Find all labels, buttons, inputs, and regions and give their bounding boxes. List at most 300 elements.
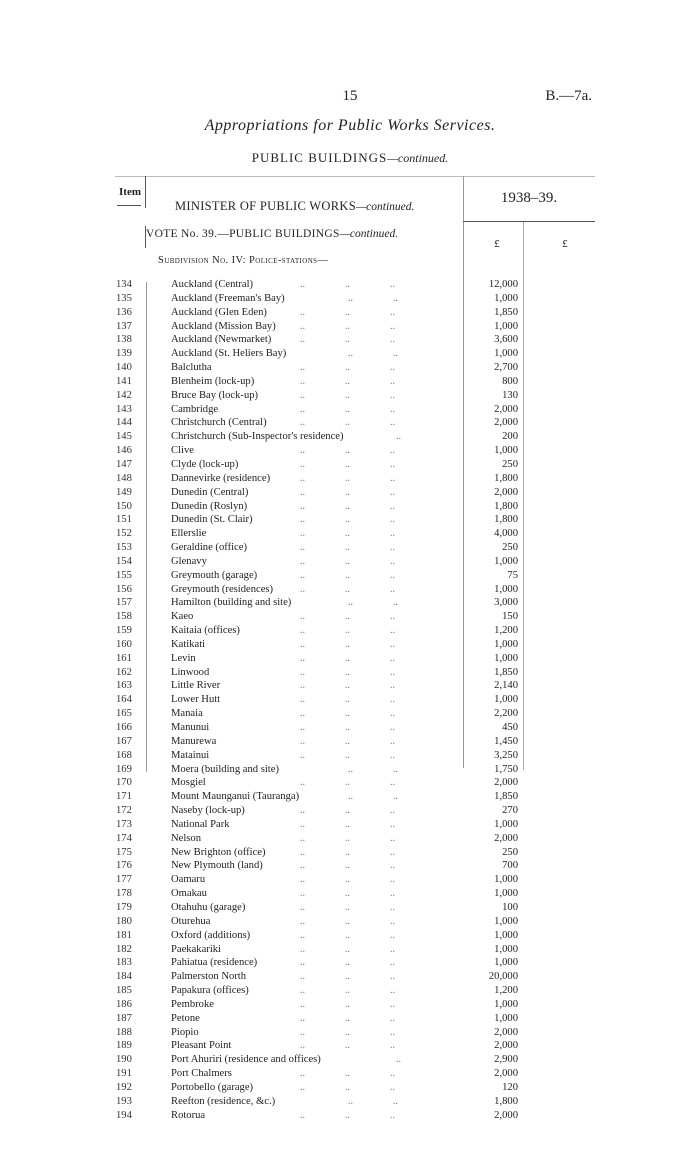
row-station-name: Clive	[171, 445, 194, 457]
ministry-main: MINISTER OF PUBLIC WORKS	[175, 199, 356, 213]
row-amount: 2,000	[494, 417, 518, 429]
row-item-number: 151	[116, 514, 132, 526]
leader-dots: .. .. ..	[300, 625, 395, 637]
leader-dots: .. .. ..	[300, 998, 395, 1010]
row-station-name: New Brighton (office)	[171, 846, 266, 858]
row-amount: 1,750	[494, 763, 518, 775]
table-row	[0, 1095, 700, 1109]
leader-dots: .. .. ..	[300, 1040, 395, 1052]
row-item-number: 168	[116, 749, 132, 761]
table-row	[0, 596, 700, 610]
row-station-name: Manaia	[171, 708, 203, 720]
row-station-name: Omakau	[171, 888, 207, 900]
row-amount: 1,000	[494, 445, 518, 457]
table-row	[0, 1081, 700, 1095]
leader-dots: .. .. ..	[300, 832, 395, 844]
table-row	[0, 1067, 700, 1081]
row-amount: 700	[502, 860, 518, 872]
table-row	[0, 804, 700, 818]
row-station-name: Reefton (residence, &c.)	[171, 1095, 276, 1107]
table-row	[0, 1026, 700, 1040]
row-item-number: 187	[116, 1012, 132, 1024]
row-amount: 120	[502, 1081, 518, 1093]
row-item-number: 185	[116, 985, 132, 997]
row-amount: 130	[502, 389, 518, 401]
table-row	[0, 278, 700, 292]
row-amount: 1,850	[494, 791, 518, 803]
row-item-number: 149	[116, 486, 132, 498]
row-item-number: 161	[116, 652, 132, 664]
row-amount: 1,800	[494, 500, 518, 512]
row-item-number: 135	[116, 292, 132, 304]
row-item-number: 194	[116, 1109, 132, 1121]
row-item-number: 158	[116, 611, 132, 623]
row-amount: 450	[502, 722, 518, 733]
row-amount: 1,000	[494, 638, 518, 650]
row-amount: 1,000	[494, 555, 518, 567]
row-amount: 1,800	[494, 472, 518, 484]
row-item-number: 153	[116, 542, 132, 554]
leader-dots: .. .. ..	[300, 943, 395, 955]
row-item-number: 175	[116, 846, 132, 858]
subtitle-continued: —continued.	[387, 151, 449, 165]
row-item-number: 189	[116, 1040, 132, 1052]
row-item-number: 174	[116, 832, 132, 844]
row-station-name: Lower Hutt	[171, 694, 221, 706]
row-item-number: 183	[116, 957, 132, 969]
row-item-number: 150	[116, 500, 132, 512]
page-reference: B.—7a.	[545, 88, 592, 104]
row-item-number: 138	[116, 334, 132, 346]
row-station-name: Manurewa	[171, 735, 217, 747]
table-row	[0, 790, 700, 804]
item-header-underline	[117, 205, 141, 206]
row-item-number: 177	[116, 874, 132, 886]
row-station-name: Palmerston North	[171, 971, 247, 983]
row-station-name: Dunedin (Roslyn)	[171, 500, 248, 512]
row-item-number: 146	[116, 445, 132, 457]
row-station-name: National Park	[171, 818, 230, 830]
table-row	[0, 306, 700, 320]
row-amount: 1,000	[494, 929, 518, 941]
row-amount: 1,200	[494, 625, 518, 637]
table-row	[0, 679, 700, 693]
leader-dots: .. .. ..	[300, 874, 395, 886]
row-station-name: Matainui	[171, 749, 210, 761]
appropriation-table-body	[0, 278, 700, 1122]
table-row	[0, 624, 700, 638]
subdivision-heading: Subdivision No. IV: Police-stations—	[158, 255, 329, 266]
row-amount: 2,000	[494, 486, 518, 498]
vote-main: VOTE No. 39.—PUBLIC BUILDINGS	[146, 228, 340, 240]
leader-dots: .. .. ..	[300, 583, 395, 595]
leader-dots: .. .. ..	[300, 528, 395, 540]
table-row	[0, 1109, 700, 1123]
leader-dots: .. .. ..	[300, 722, 395, 733]
table-row	[0, 541, 700, 555]
row-station-name: Ellerslie	[171, 528, 207, 540]
table-row	[0, 472, 700, 486]
row-station-name: Clyde (lock-up)	[171, 458, 239, 470]
leader-dots: .. ..	[348, 791, 398, 803]
leader-dots: .. .. ..	[300, 403, 395, 415]
row-station-name: Dannevirke (residence)	[171, 472, 271, 484]
row-item-number: 182	[116, 943, 132, 955]
leader-dots: .. .. ..	[300, 362, 395, 374]
table-row	[0, 943, 700, 957]
row-station-name: Papakura (offices)	[171, 985, 249, 997]
leader-dots: .. .. ..	[300, 417, 395, 429]
table-row	[0, 901, 700, 915]
row-item-number: 160	[116, 638, 132, 650]
leader-dots: ..	[396, 431, 401, 443]
row-amount: 250	[502, 542, 518, 554]
table-row	[0, 583, 700, 597]
row-station-name: Port Ahuriri (residence and offices)	[171, 1054, 321, 1066]
row-item-number: 186	[116, 998, 132, 1010]
leader-dots: .. .. ..	[300, 666, 395, 678]
row-station-name: Portobello (garage)	[171, 1081, 254, 1093]
row-item-number: 191	[116, 1068, 132, 1080]
table-row	[0, 1039, 700, 1053]
row-station-name: Nelson	[171, 832, 202, 844]
row-item-number: 171	[116, 791, 132, 803]
row-item-number: 155	[116, 569, 132, 581]
table-row	[0, 666, 700, 680]
leader-dots: .. ..	[348, 597, 398, 609]
row-station-name: Manunui	[171, 722, 210, 733]
table-row	[0, 763, 700, 777]
row-amount: 250	[502, 846, 518, 858]
leader-dots: .. .. ..	[300, 334, 395, 346]
row-amount: 1,800	[494, 514, 518, 526]
row-item-number: 156	[116, 583, 132, 595]
row-station-name: Hamilton (building and site)	[171, 597, 292, 609]
table-row	[0, 416, 700, 430]
row-station-name: Dunedin (St. Clair)	[171, 514, 253, 526]
table-row	[0, 638, 700, 652]
row-item-number: 145	[116, 431, 132, 443]
row-station-name: Kaeo	[171, 611, 194, 623]
row-amount: 2,000	[494, 1040, 518, 1052]
row-amount: 1,850	[494, 306, 518, 318]
table-row	[0, 887, 700, 901]
leader-dots: .. .. ..	[300, 818, 395, 830]
row-item-number: 165	[116, 708, 132, 720]
row-station-name: Port Chalmers	[171, 1068, 232, 1080]
table-row	[0, 403, 700, 417]
row-amount: 2,000	[494, 1109, 518, 1121]
row-item-number: 163	[116, 680, 132, 692]
row-item-number: 154	[116, 555, 132, 567]
leader-dots: .. .. ..	[300, 985, 395, 997]
leader-dots: .. .. ..	[300, 569, 395, 581]
row-item-number: 172	[116, 805, 132, 817]
table-row	[0, 970, 700, 984]
row-item-number: 166	[116, 722, 132, 733]
row-station-name: Linwood	[171, 666, 210, 678]
table-row	[0, 818, 700, 832]
table-row	[0, 610, 700, 624]
row-item-number: 141	[116, 375, 132, 387]
leader-dots: .. .. ..	[300, 735, 395, 747]
table-row	[0, 1012, 700, 1026]
table-row	[0, 956, 700, 970]
table-row	[0, 430, 700, 444]
leader-dots: .. .. ..	[300, 611, 395, 623]
leader-dots: .. ..	[348, 763, 398, 775]
row-item-number: 142	[116, 389, 132, 401]
currency-header-col2: £	[562, 238, 568, 250]
year-column-header: 1938–39.	[500, 190, 558, 206]
row-amount: 1,000	[494, 1012, 518, 1024]
row-amount: 12,000	[488, 279, 518, 290]
row-amount: 2,000	[494, 403, 518, 415]
table-row	[0, 375, 700, 389]
row-station-name: Piopio	[171, 1026, 199, 1038]
row-station-name: Bruce Bay (lock-up)	[171, 389, 259, 401]
leader-dots: .. .. ..	[300, 500, 395, 512]
row-amount: 1,000	[494, 915, 518, 927]
row-station-name: Cambridge	[171, 403, 219, 415]
row-station-name: Pahiatua (residence)	[171, 957, 258, 969]
item-column-rule	[145, 176, 146, 208]
row-amount: 1,000	[494, 998, 518, 1010]
leader-dots: .. .. ..	[300, 486, 395, 498]
row-station-name: Oxford (additions)	[171, 929, 251, 941]
header-rule-top	[115, 176, 595, 177]
leader-dots: .. .. ..	[300, 901, 395, 913]
row-item-number: 179	[116, 901, 132, 913]
row-station-name: Katikati	[171, 638, 206, 650]
row-station-name: Mount Maunganui (Tauranga)	[171, 791, 300, 803]
row-station-name: Mosgiel	[171, 777, 206, 789]
vote-continued: —continued.	[339, 228, 399, 240]
leader-dots: .. .. ..	[300, 915, 395, 927]
row-item-number: 180	[116, 915, 132, 927]
row-amount: 3,250	[494, 749, 518, 761]
row-item-number: 188	[116, 1026, 132, 1038]
currency-header-col1: £	[494, 238, 500, 250]
leader-dots: .. .. ..	[300, 846, 395, 858]
leader-dots: .. .. ..	[300, 1068, 395, 1080]
row-station-name: Levin	[171, 652, 196, 664]
row-station-name: Christchurch (Central)	[171, 417, 267, 429]
row-item-number: 139	[116, 348, 132, 360]
row-station-name: Oamaru	[171, 874, 206, 886]
row-item-number: 176	[116, 860, 132, 872]
row-station-name: New Plymouth (land)	[171, 860, 263, 872]
table-row	[0, 347, 700, 361]
row-station-name: Otahuhu (garage)	[171, 901, 246, 913]
leader-dots: .. ..	[348, 292, 398, 304]
table-row	[0, 458, 700, 472]
table-row	[0, 320, 700, 334]
row-station-name: Geraldine (office)	[171, 542, 247, 554]
row-station-name: Moera (building and site)	[171, 763, 279, 775]
row-item-number: 173	[116, 818, 132, 830]
row-amount: 150	[502, 611, 518, 623]
row-amount: 2,140	[494, 680, 518, 692]
row-amount: 20,000	[488, 971, 518, 983]
leader-dots: .. .. ..	[300, 1081, 395, 1093]
row-item-number: 137	[116, 320, 132, 332]
table-row	[0, 998, 700, 1012]
row-station-name: Auckland (Newmarket)	[171, 334, 272, 346]
table-row	[0, 832, 700, 846]
row-amount: 2,200	[494, 708, 518, 720]
leader-dots: .. .. ..	[300, 777, 395, 789]
leader-dots: .. .. ..	[300, 1026, 395, 1038]
row-amount: 2,000	[494, 832, 518, 844]
row-amount: 1,000	[494, 888, 518, 900]
item-column-header: Item	[119, 186, 141, 198]
table-row	[0, 292, 700, 306]
leader-dots: .. .. ..	[300, 542, 395, 554]
leader-dots: .. .. ..	[300, 694, 395, 706]
table-row	[0, 749, 700, 763]
row-amount: 2,000	[494, 777, 518, 789]
table-row	[0, 693, 700, 707]
row-station-name: Pleasant Point	[171, 1040, 232, 1052]
table-row	[0, 500, 700, 514]
row-item-number: 181	[116, 929, 132, 941]
row-amount: 4,000	[494, 528, 518, 540]
row-station-name: Greymouth (garage)	[171, 569, 258, 581]
leader-dots: .. .. ..	[300, 888, 395, 900]
row-amount: 2,000	[494, 1026, 518, 1038]
row-amount: 2,900	[494, 1054, 518, 1066]
leader-dots: .. .. ..	[300, 514, 395, 526]
row-amount: 1,000	[494, 874, 518, 886]
table-row	[0, 527, 700, 541]
row-amount: 1,000	[494, 818, 518, 830]
table-row	[0, 389, 700, 403]
row-station-name: Naseby (lock-up)	[171, 805, 245, 817]
leader-dots: .. ..	[348, 1095, 398, 1107]
table-row	[0, 486, 700, 500]
subtitle-main: PUBLIC BUILDINGS	[251, 150, 388, 165]
row-item-number: 169	[116, 763, 132, 775]
leader-dots: .. .. ..	[300, 1012, 395, 1024]
row-item-number: 144	[116, 417, 132, 429]
row-amount: 2,000	[494, 1068, 518, 1080]
row-item-number: 157	[116, 597, 132, 609]
row-amount: 3,600	[494, 334, 518, 346]
leader-dots: .. ..	[348, 348, 398, 360]
table-row	[0, 707, 700, 721]
row-station-name: Kaitaia (offices)	[171, 625, 240, 637]
row-station-name: Glenavy	[171, 555, 207, 567]
row-amount: 1,000	[494, 694, 518, 706]
leader-dots: .. .. ..	[300, 458, 395, 470]
row-station-name: Rotorua	[171, 1109, 206, 1121]
row-amount: 1,850	[494, 666, 518, 678]
row-amount: 2,700	[494, 362, 518, 374]
row-station-name: Greymouth (residences)	[171, 583, 274, 595]
row-amount: 3,000	[494, 597, 518, 609]
row-item-number: 148	[116, 472, 132, 484]
row-station-name: Little River	[171, 680, 221, 692]
table-row	[0, 735, 700, 749]
row-station-name: Oturehua	[171, 915, 211, 927]
row-item-number: 152	[116, 528, 132, 540]
row-station-name: Pembroke	[171, 998, 214, 1010]
row-amount: 1,000	[494, 320, 518, 332]
row-station-name: Christchurch (Sub-Inspector's residence)	[171, 431, 344, 443]
table-row	[0, 1053, 700, 1067]
row-item-number: 178	[116, 888, 132, 900]
row-station-name: Auckland (Mission Bay)	[171, 320, 276, 332]
leader-dots: .. .. ..	[300, 680, 395, 692]
row-amount: 1,450	[494, 735, 518, 747]
table-row	[0, 915, 700, 929]
row-amount: 1,800	[494, 1095, 518, 1107]
table-row	[0, 873, 700, 887]
row-item-number: 159	[116, 625, 132, 637]
table-row	[0, 444, 700, 458]
leader-dots: .. .. ..	[300, 929, 395, 941]
section-subtitle	[0, 150, 700, 166]
table-row	[0, 652, 700, 666]
row-amount: 1,000	[494, 292, 518, 304]
leader-dots: .. .. ..	[300, 652, 395, 664]
row-amount: 800	[502, 375, 518, 387]
leader-dots: ..	[396, 1054, 401, 1066]
page-title: Appropriations for Public Works Services.	[204, 117, 496, 134]
row-amount: 1,000	[494, 652, 518, 664]
leader-dots: .. .. ..	[300, 638, 395, 650]
leader-dots: .. .. ..	[300, 472, 395, 484]
table-row	[0, 361, 700, 375]
row-item-number: 140	[116, 362, 132, 374]
vote-heading	[146, 228, 398, 240]
ministry-heading	[175, 199, 414, 214]
row-amount: 1,000	[494, 957, 518, 969]
row-station-name: Paekakariki	[171, 943, 222, 955]
leader-dots: .. .. ..	[300, 375, 395, 387]
ministry-continued: —continued.	[355, 201, 415, 213]
row-amount: 1,200	[494, 985, 518, 997]
table-row	[0, 984, 700, 998]
row-item-number: 192	[116, 1081, 132, 1093]
leader-dots: .. .. ..	[300, 971, 395, 983]
row-item-number: 134	[116, 279, 132, 290]
leader-dots: .. .. ..	[300, 279, 395, 290]
row-item-number: 164	[116, 694, 132, 706]
row-station-name: Petone	[171, 1012, 200, 1024]
row-amount: 200	[502, 431, 518, 443]
row-amount: 1,000	[494, 943, 518, 955]
table-row	[0, 513, 700, 527]
row-item-number: 162	[116, 666, 132, 678]
row-station-name: Auckland (St. Heliers Bay)	[171, 348, 287, 360]
row-station-name: Auckland (Central)	[171, 279, 254, 290]
row-station-name: Auckland (Glen Eden)	[171, 306, 267, 318]
row-item-number: 167	[116, 735, 132, 747]
row-item-number: 136	[116, 306, 132, 318]
page-number: 15	[342, 88, 358, 104]
row-item-number: 143	[116, 403, 132, 415]
leader-dots: .. .. ..	[300, 389, 395, 401]
row-item-number: 170	[116, 777, 132, 789]
row-station-name: Dunedin (Central)	[171, 486, 249, 498]
table-row	[0, 721, 700, 735]
leader-dots: .. .. ..	[300, 306, 395, 318]
row-item-number: 147	[116, 458, 132, 470]
row-station-name: Blenheim (lock-up)	[171, 375, 255, 387]
leader-dots: .. .. ..	[300, 1109, 395, 1121]
